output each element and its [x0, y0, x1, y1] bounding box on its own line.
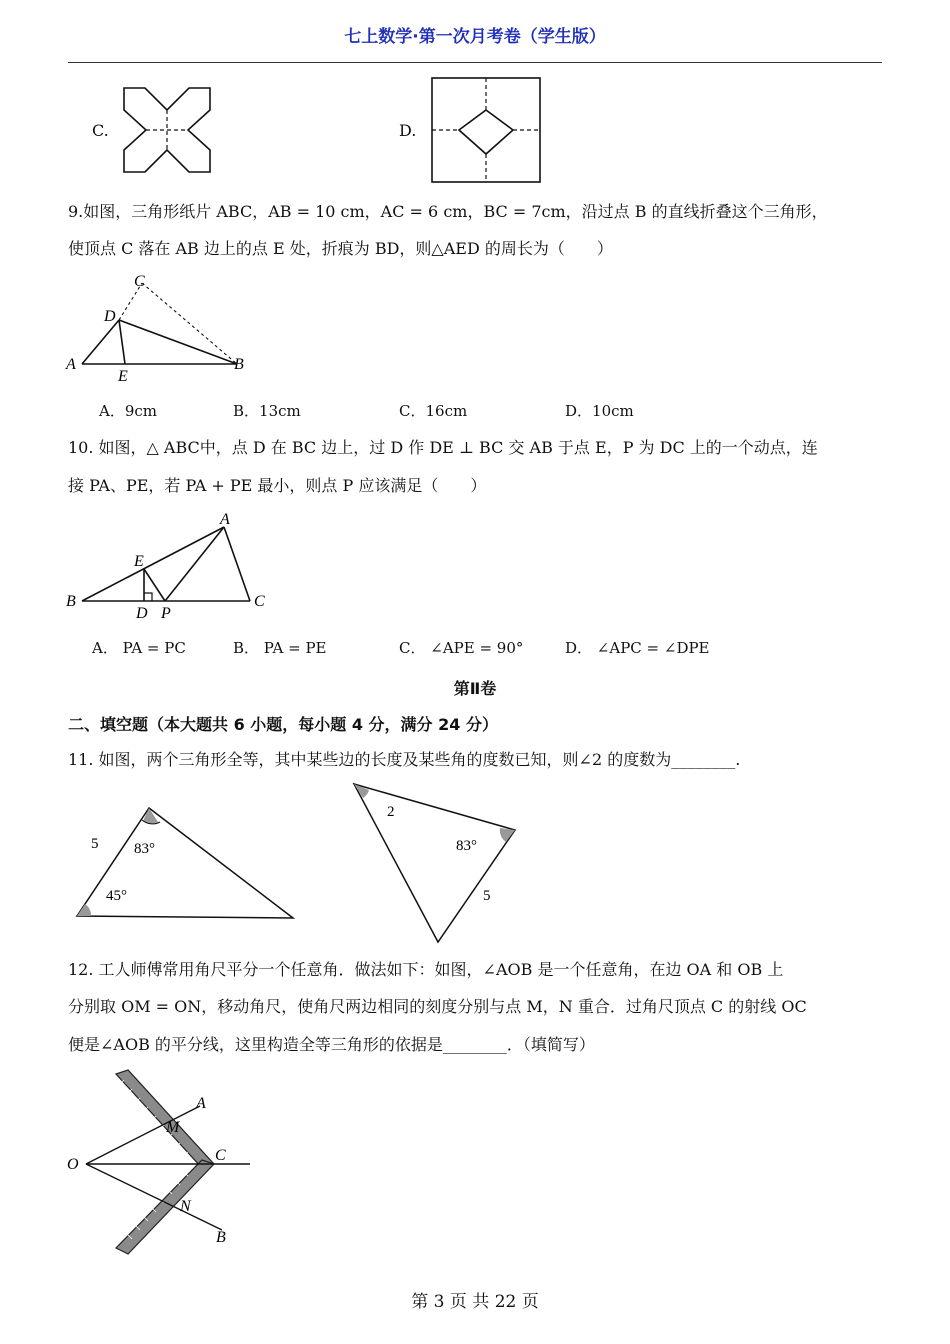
q9-label-e: E — [118, 368, 128, 385]
q10-label-e: E — [134, 553, 144, 570]
q9-triangle-figure — [62, 268, 262, 388]
q9-option-b: B．13cm — [233, 402, 301, 420]
q10-label-d: D — [136, 605, 148, 622]
q9-label-b: B — [234, 356, 244, 373]
q11-right-angle-2: 2 — [387, 804, 395, 820]
q10-option-b: B． PA = PE — [233, 639, 327, 657]
q12-label-c: C — [215, 1147, 226, 1164]
q9-label-a: A — [66, 356, 76, 373]
q11-left-side-label: 5 — [91, 836, 99, 852]
q10-label-c: C — [254, 593, 265, 610]
q11-left-angle-bottom: 45° — [106, 888, 127, 904]
q10-option-c: C． ∠APE = 90° — [399, 639, 524, 657]
q9-label-c: C — [134, 273, 145, 290]
q9-option-c: C．16cm — [399, 402, 468, 420]
q12-label-b: B — [216, 1229, 226, 1246]
page-footer: 第 3 页 共 22 页 — [411, 1292, 539, 1312]
q10-label-b: B — [66, 593, 76, 610]
header-divider — [68, 62, 882, 63]
q10-label-a: A — [220, 511, 230, 528]
q12-carpenter-square-figure — [62, 1068, 262, 1258]
q8-option-d-label: D. — [399, 121, 417, 140]
q11-text: 11. 如图，两个三角形全等，其中某些边的长度及某些角的度数已知，则∠2 的度数为________. — [68, 750, 741, 769]
q11-right-side-label: 5 — [483, 888, 491, 904]
page-header-title: 七上数学·第一次月考卷（学生版） — [344, 27, 606, 47]
q12-text-line1: 12. 工人师傅常用角尺平分一个任意角．做法如下：如图，∠AOB 是一个任意角，在边 OA 和 OB 上 — [68, 960, 784, 979]
q10-label-p: P — [161, 605, 171, 622]
q12-label-m: M — [166, 1119, 180, 1136]
q9-label-d: D — [104, 308, 116, 325]
q12-text-line2: 分别取 OM = ON，移动角尺，使角尺两边相同的刻度分别与点 M，N 重合．过角尺顶点 C 的射线 OC — [68, 997, 807, 1016]
q12-label-a: A — [196, 1095, 206, 1112]
volume-2-heading: 第Ⅱ卷 — [453, 679, 497, 698]
q8-option-d-figure — [430, 76, 544, 186]
q10-option-a: A． PA = PC — [92, 639, 186, 657]
q11-triangles-figure — [68, 780, 548, 950]
q9-option-d: D．10cm — [565, 402, 634, 420]
q12-label-n: N — [180, 1198, 191, 1215]
q8-option-c-label: C. — [92, 121, 109, 140]
q10-text-line2: 接 PA、PE，若 PA + PE 最小，则点 P 应该满足（ ） — [68, 476, 487, 495]
q9-text-line1: 9.如图，三角形纸片 ABC，AB = 10 cm，AC = 6 cm，BC = 7cm，沿过点 B 的直线折叠这个三角形， — [68, 202, 828, 221]
q11-left-angle-top: 83° — [134, 841, 155, 857]
q12-label-o: O — [67, 1156, 79, 1173]
q12-text-line3: 便是∠AOB 的平分线，这里构造全等三角形的依据是________．（填简写） — [68, 1035, 595, 1054]
q10-triangle-figure — [62, 505, 282, 625]
q9-option-a: A．9cm — [99, 402, 158, 420]
q8-option-c-figure — [118, 84, 216, 176]
section-2-heading: 二、填空题（本大题共 6 小题，每小题 4 分，满分 24 分） — [68, 715, 498, 734]
q10-option-d: D． ∠APC = ∠DPE — [565, 639, 710, 657]
q10-text-line1: 10. 如图，△ ABC中，点 D 在 BC 边上，过 D 作 DE ⊥ BC 交 AB 于点 E，P 为 DC 上的一个动点，连 — [68, 438, 818, 457]
q9-text-line2: 使顶点 C 落在 AB 边上的点 E 处，折痕为 BD，则△AED 的周长为（ ） — [68, 239, 613, 258]
q11-right-angle: 83° — [456, 838, 477, 854]
